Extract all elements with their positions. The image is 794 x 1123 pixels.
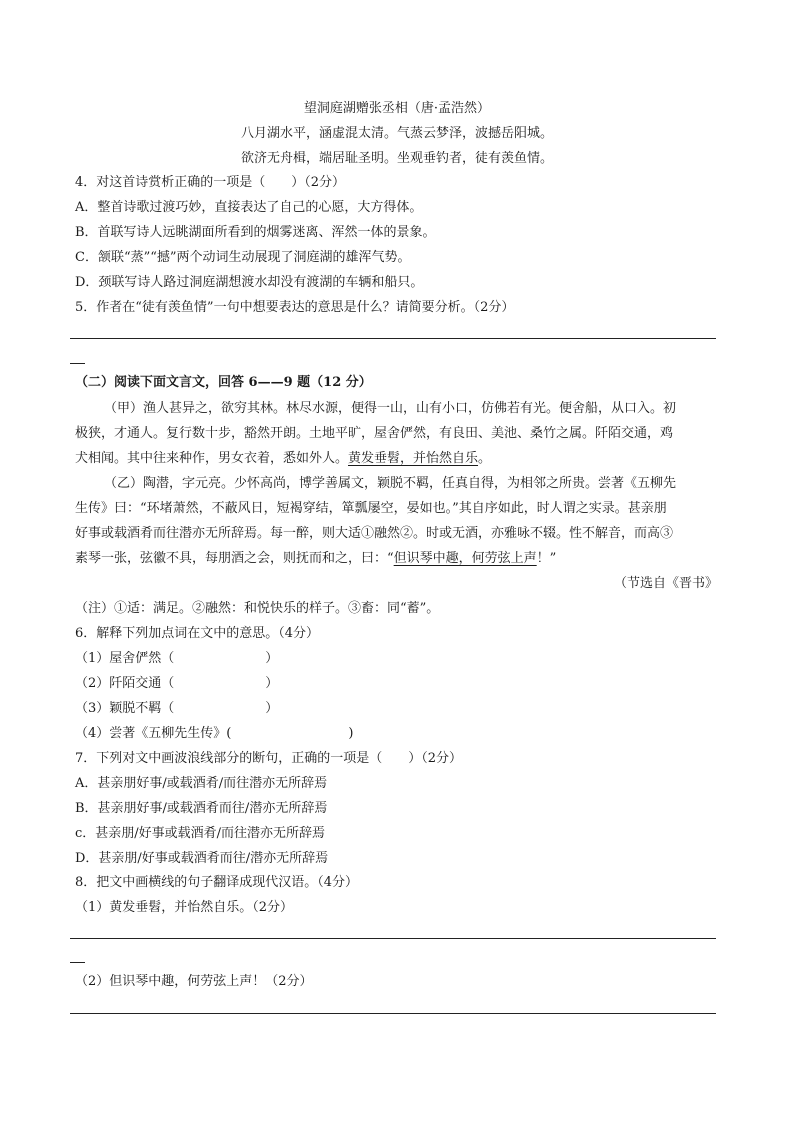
question-7-option-b: B．甚亲朋好事/或载酒肴而往/潜亦无所辞焉 bbox=[75, 801, 328, 816]
passage-yi-line-2: 生传》曰：“环堵萧然，不蔽风日，短褐穿结，箪瓢屡空，晏如也。”其自序如此，时人谓之实录。甚亲朋 bbox=[75, 501, 667, 516]
question-6-item-1: （1）屋舍俨然（ ） bbox=[75, 651, 279, 666]
question-6-item-2: （2）阡陌交通（ ） bbox=[75, 676, 279, 691]
question-7-option-a: A．甚亲朋好事/或载酒肴/而往潜亦无所辞焉 bbox=[75, 776, 328, 791]
passage-text: ！” bbox=[536, 551, 557, 566]
question-8-stem: 8．把文中画横线的句子翻译成现代汉语。（4分） bbox=[75, 875, 359, 890]
question-8-item-2: （2）但识琴中趣，何劳弦上声！（2分） bbox=[75, 974, 313, 989]
question-4-option-a: A．整首诗歌过渡巧妙，直接表达了自己的心愿，大方得体。 bbox=[75, 200, 423, 215]
notes: （注）①适：满足。②融然：和悦快乐的样子。③畜：同“蓄”。 bbox=[75, 601, 440, 616]
passage-source: （节选自《晋书》 bbox=[613, 576, 718, 591]
underlined-sentence: 但识琴中趣，何劳弦上声 bbox=[393, 551, 537, 566]
question-4-option-d: D．颈联写诗人路过洞庭湖想渡水却没有渡湖的车辆和船只。 bbox=[75, 275, 424, 290]
section-2-heading: （二）阅读下面文言文，回答 6——9 题（12 分） bbox=[75, 375, 372, 390]
question-6-item-4: （4）尝著《五柳先生传》( ) bbox=[75, 726, 354, 741]
answer-line bbox=[70, 338, 716, 339]
answer-line-tail bbox=[70, 962, 85, 963]
question-6-item-3: （3）颖脱不羁（ ） bbox=[75, 701, 279, 716]
question-8-item-1: （1）黄发垂髫，并怡然自乐。（2分） bbox=[75, 900, 294, 915]
passage-jia-line-2: 极狭，才通人。复行数十步，豁然开朗。土地平旷，屋舍俨然，有良田、美池、桑竹之属。阡陌交通，鸡 bbox=[75, 426, 674, 441]
answer-line bbox=[70, 938, 716, 939]
poem-line-1: 八月湖水平，涵虚混太清。气蒸云梦泽，波撼岳阳城。 bbox=[240, 126, 553, 141]
question-7-stem: 7．下列对文中画波浪线部分的断句，正确的一项是（ ）（2分） bbox=[75, 751, 463, 766]
passage-yi-line-3: 好事或载酒肴而往潜亦无所辞焉。每一醉，则大适①融然②。时或无酒，亦雅咏不辍。性不解音，而高③ bbox=[75, 526, 674, 541]
passage-yi-line-1: （乙）陶潜，字元亮。少怀高尚，博学善属文，颖脱不羁，任真自得，为相邻之所贵。尝著《五柳先 bbox=[104, 476, 677, 491]
question-4-option-c: C．颔联“蒸”“撼”两个动词生动展现了洞庭湖的雄浑气势。 bbox=[75, 250, 411, 265]
passage-jia-line-3 bbox=[75, 450, 718, 468]
question-7-option-c: c．甚亲朋/好事或载酒肴/而往潜亦无所辞焉 bbox=[75, 826, 326, 841]
passage-jia-line-1: （甲）渔人甚异之，欲穷其林。林尽水源，便得一山，山有小口，仿佛若有光。便舍船，从口入。初 bbox=[104, 401, 677, 416]
question-7-option-d: D．甚亲朋/好事或载酒肴而往/潜亦无所辞焉 bbox=[75, 851, 329, 866]
question-5-stem: 5．作者在“徒有羡鱼情”一句中想要表达的意思是什么？请简要分析。（2分） bbox=[75, 300, 515, 315]
passage-yi-line-4 bbox=[75, 550, 718, 568]
passage-text: 犬相闻。其中往来种作，男女衣着，悉如外人。 bbox=[75, 451, 349, 466]
question-4-stem: 4．对这首诗赏析正确的一项是（ ）（2分） bbox=[75, 175, 346, 190]
answer-line bbox=[70, 1013, 716, 1014]
passage-text: 。 bbox=[478, 451, 492, 466]
poem-title: 望洞庭湖赠张丞相（唐·孟浩然） bbox=[303, 101, 491, 116]
question-4-option-b: B．首联写诗人远眺湖面所看到的烟雾迷离、浑然一体的景象。 bbox=[75, 225, 436, 240]
passage-text: 素琴一张，弦徽不具，每朋酒之会，则抚而和之，曰：“ bbox=[75, 551, 394, 566]
question-6-stem: 6．解释下列加点词在文中的意思。（4分） bbox=[75, 626, 320, 641]
poem-line-2: 欲济无舟楫，端居耻圣明。坐观垂钓者，徒有羡鱼情。 bbox=[240, 151, 553, 166]
answer-line-tail bbox=[70, 363, 85, 364]
underlined-sentence: 黄发垂髫，并怡然自乐 bbox=[348, 451, 479, 466]
